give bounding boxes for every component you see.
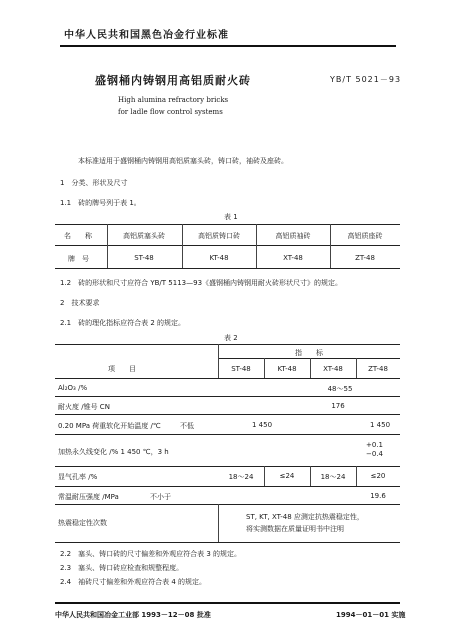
table1-grade-cell: KT-48 — [209, 254, 229, 262]
table1-caption: 表 1 — [224, 213, 238, 221]
table2-value-cell: 18～24 — [320, 473, 346, 481]
table2-value-cell: ≤24 — [279, 472, 295, 480]
standard-category: 中华人民共和国黑色冶金行业标准 — [64, 30, 229, 41]
table2-row-label: 显气孔率 /% — [58, 473, 98, 481]
table2-grade-header: KT-48 — [277, 365, 297, 373]
intro-paragraph: 本标准适用于盛钢桶内铸钢用高铝质塞头砖，铸口砖，袖砖及座砖。 — [78, 157, 288, 165]
table2-row-label: Al₂O₃ /% — [58, 384, 88, 392]
table2-row-label: 耐火度 /锥号 CN — [58, 403, 110, 411]
table1-grade-label: 牌 号 — [68, 255, 89, 263]
clause-2-2: 2.2 塞头、铸口砖的尺寸偏差和外观应符合表 3 的规定。 — [60, 550, 242, 558]
clause-2-1: 2.1 砖的理化指标应符合表 2 的规定。 — [60, 319, 186, 327]
table2-value-cell: +0.1 −0.4 — [366, 441, 383, 458]
table2-grade-header: XT-48 — [323, 365, 343, 373]
table1-grade-cell: XT-48 — [283, 254, 303, 262]
table2-value-cell: 18～24 — [228, 473, 254, 481]
clause-1-1: 1.1 砖的牌号列于表 1。 — [60, 199, 141, 207]
table2-value-cell: 1 450 — [251, 421, 273, 429]
page-title: 盛钢桶内铸钢用高铝质耐火砖 — [95, 74, 251, 87]
clause-2-3: 2.3 塞头、铸口砖应检查和规整程度。 — [60, 564, 184, 572]
footer-rule — [55, 602, 400, 604]
table2-row-note: 不低 — [180, 422, 194, 430]
table2-row-label: 常温耐压强度 /MPa — [58, 493, 119, 501]
table2-row-label: 0.20 MPa 荷重软化开始温度 /℃ — [58, 422, 161, 430]
table1-name-cell: 高铝质塞头砖 — [123, 232, 165, 240]
table1-name-cell: 高铝质座砖 — [347, 232, 383, 240]
table2-value-cell: 将实测数据在质量证明书中注明 — [246, 525, 344, 533]
table2-grade-header: ZT-48 — [368, 365, 388, 373]
table2-item-header: 项 目 — [108, 365, 136, 373]
clause-1-2: 1.2 砖的形状和尺寸应符合 YB/T 5113—93《盛钢桶内铸钢用耐火砖形状尺寸》的规定。 — [60, 279, 343, 287]
table2-value-cell: 19.6 — [370, 492, 386, 500]
header-rule — [60, 45, 396, 47]
table2-value-cell: 176 — [331, 402, 345, 410]
english-title-line1: High alumina refractory bricks — [118, 96, 229, 104]
table2-value-cell: 1 450 — [369, 421, 391, 429]
table2-index-header: 指 标 — [295, 349, 323, 357]
approval-line: 中华人民共和国冶金工业部 1993－12－08 批准 — [55, 611, 211, 619]
table1-grade-cell: ZT-48 — [355, 254, 375, 262]
table2-value-cell: 48～55 — [327, 385, 353, 393]
section-2-heading: 2 技术要求 — [60, 299, 100, 307]
table2-caption: 表 2 — [224, 334, 238, 342]
table2-grade-header: ST-48 — [231, 365, 251, 373]
table2-row-label: 热震稳定性次数 — [58, 519, 107, 527]
table1-grade-cell: ST-48 — [134, 254, 154, 262]
table1-name-cell: 高铝质袖砖 — [275, 232, 311, 240]
table1-name-label: 名 称 — [64, 232, 92, 240]
english-title-line2: for ladle flow control systems — [118, 108, 223, 116]
section-1-heading: 1 分类、形状及尺寸 — [60, 179, 128, 187]
standard-number: YB/T 5021－93 — [330, 75, 402, 84]
effective-date: 1994－01－01 实施 — [336, 611, 406, 619]
table1-name-cell: 高铝质铸口砖 — [198, 232, 240, 240]
table2-row-note: 不小于 — [150, 493, 171, 501]
table2-row-label: 加热永久线变化 /% 1 450 ℃，3 h — [58, 448, 169, 456]
table2-value-cell: ST, KT, XT-48 应测定抗热震稳定性， — [246, 513, 364, 521]
table2-value-cell: ≤20 — [370, 472, 386, 480]
clause-2-4: 2.4 袖砖尺寸偏差和外观应符合表 4 的规定。 — [60, 578, 207, 586]
